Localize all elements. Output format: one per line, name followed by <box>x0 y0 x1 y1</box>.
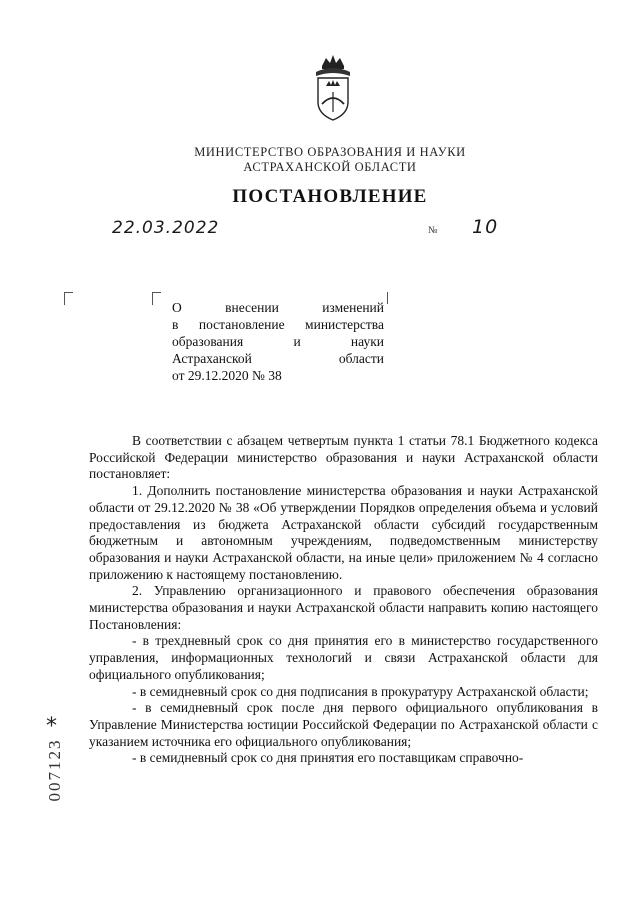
title-line: в постановление министерства <box>172 317 384 332</box>
title-line: образования и науки <box>172 334 384 349</box>
list-item: - в семидневный срок со дня принятия его поставщикам справочно- <box>132 750 524 766</box>
document-type-heading: ПОСТАНОВЛЕНИЕ <box>232 186 428 207</box>
corner-mark <box>64 292 73 305</box>
number-label: № <box>428 225 438 236</box>
paragraph-item-1: 1. Дополнить постановление министерства образования и науки Астраханской области от 29.12.2020 № 38 «Об утверждении Порядков определения объема и условий предоставления из бюджета Астраханской области субсидий государственным бюджетным и автономным учреждениям, подведомственным министерству образования и науки Астраханской области, на иные цели» приложением № 4 согласно приложению к настоящему постановлению. <box>89 483 598 582</box>
title-line: О внесении изменений <box>172 300 384 315</box>
corner-mark <box>152 292 161 305</box>
document-number: 10 <box>472 216 499 238</box>
ministry-name-line2: АСТРАХАНСКОЙ ОБЛАСТИ <box>243 160 417 174</box>
list-item: - в семидневный срок со дня подписания в прокуратуру Астраханской области; <box>132 683 589 699</box>
coat-of-arms-icon <box>310 52 356 124</box>
title-line: Астраханской области <box>172 351 384 366</box>
title-line: от 29.12.2020 № 38 <box>172 368 282 383</box>
document-body <box>89 433 598 767</box>
list-item: - в семидневный срок после дня первого официального опубликования в Управление Министерства юстиции Российской Федерации по Астраханской области с указанием источника его официального опубликования; <box>89 700 598 749</box>
corner-mark <box>387 292 388 304</box>
document-date: 22.03.2022 <box>112 218 220 238</box>
side-stamp-star: * <box>46 714 57 739</box>
side-stamp-number: 007123 <box>45 738 64 802</box>
list-item: - в трехдневный срок со дня принятия его в министерство государственного управления, информационных технологий и связи Астраханской области для официального опубликования; <box>89 633 598 682</box>
document-title <box>172 299 384 384</box>
ministry-name-line1: МИНИСТЕРСТВО ОБРАЗОВАНИЯ И НАУКИ <box>194 145 466 159</box>
paragraph-item-2: 2. Управлению организационного и правового обеспечения образования министерства образования и науки Астраханской области направить копию настоящего Постановления: <box>89 583 598 632</box>
paragraph-preamble: В соответствии с абзацем четвертым пункта 1 статьи 78.1 Бюджетного кодекса Российской Федерации министерство образования и науки Астраханской области постановляет: <box>89 433 598 482</box>
